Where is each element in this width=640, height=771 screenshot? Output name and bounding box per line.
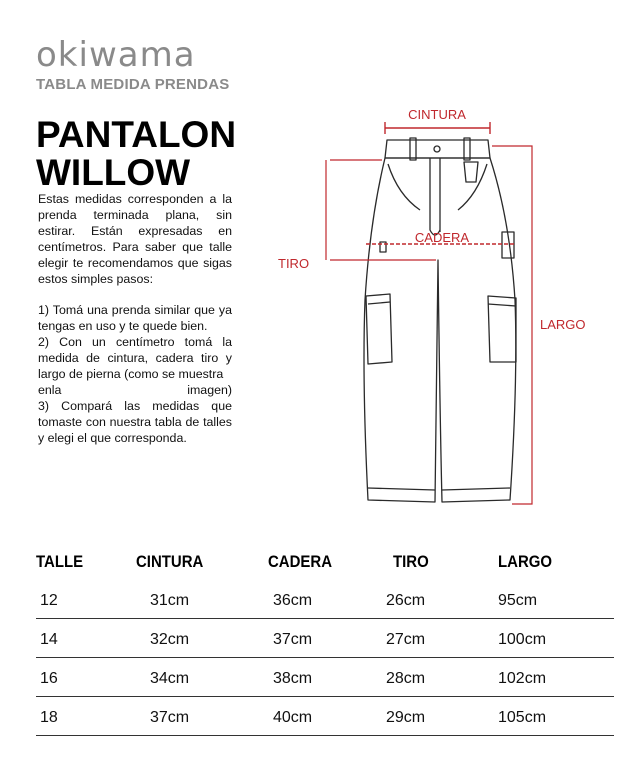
cintura-measure-line [385,122,490,134]
cell-talle: 14 [40,631,58,648]
step-3: 3) Compará las medidas que tomaste con nuestra tabla de talles y elegi el que corresponda. [38,398,232,445]
table-row [36,580,614,619]
step-1: 1) Tomá una prenda similar que ya tengas en uso y te quede bien. [38,303,232,334]
label-cintura: CINTURA [408,107,466,122]
label-cadera: CADERA [414,230,470,245]
cell-largo: 105cm [498,709,547,726]
pants-outline-icon [364,138,516,502]
header-cintura: CINTURA [136,552,204,571]
cell-cadera: 36cm [273,592,313,609]
cell-tiro: 28cm [386,670,426,687]
cell-talle: 18 [40,709,58,726]
cell-largo: 102cm [498,670,547,687]
cell-cintura: 34cm [150,670,190,687]
product-title [36,116,236,192]
label-largo: LARGO [540,317,586,332]
cell-cadera: 40cm [273,709,313,726]
size-table-header [36,548,614,580]
brand-subtitle: TABLA MEDIDA PRENDAS [36,76,230,93]
cell-tiro: 29cm [386,709,426,726]
header-tiro: TIRO [393,552,429,571]
largo-measure-line [492,146,532,504]
product-title-line2: WILLOW [36,152,191,193]
cell-talle: 12 [40,592,58,609]
instructions-text [38,192,232,447]
cell-largo: 95cm [498,592,538,609]
step-2-continued: enla imagen) [38,382,232,397]
table-row [36,697,614,736]
cell-cadera: 37cm [273,631,313,648]
pants-diagram [270,100,610,520]
table-row [36,658,614,697]
header-cadera: CADERA [268,552,333,571]
brand-logo: okiwama [36,35,196,75]
cell-talle: 16 [40,670,58,687]
header-largo: LARGO [498,552,553,571]
cell-tiro: 26cm [386,592,426,609]
header-talle: TALLE [36,552,84,571]
cell-cadera: 38cm [273,670,313,687]
intro-paragraph: Estas medidas corresponden a la prenda terminada plana, sin estirar. Están expresadas en centímetros. Para saber que talle elegir te recomendamos que sigas estos simples pasos: [38,192,232,286]
product-title-line1: PANTALON [36,114,237,155]
cell-tiro: 27cm [386,631,426,648]
cell-cintura: 32cm [150,631,190,648]
label-tiro: TIRO [278,256,310,271]
table-row [36,619,614,658]
cell-largo: 100cm [498,631,547,648]
step-2: 2) Con un centímetro tomá la medida de cintura, cadera tiro y largo de pierna (como se muestra [38,335,232,382]
cell-cintura: 37cm [150,709,190,726]
size-table [36,548,614,736]
cell-cintura: 31cm [150,592,190,609]
